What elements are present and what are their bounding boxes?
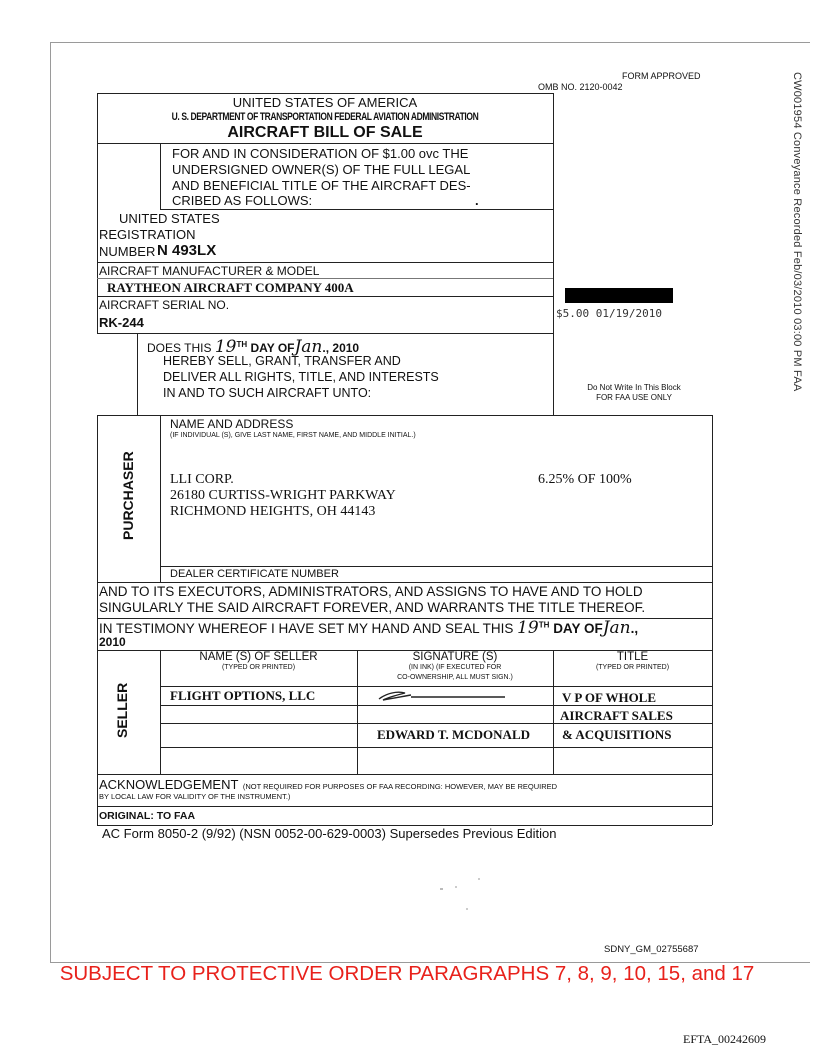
seller-row-4 (160, 747, 712, 748)
frame-mid (553, 93, 554, 415)
registration-number: N 493LX (157, 242, 217, 259)
testimony-month-handwritten: Jan (602, 618, 631, 638)
acknowledgement-note-1: (NOT REQUIRED FOR PURPOSES OF FAA RECORDING: HOWEVER, MAY BE REQUIRED (242, 782, 558, 791)
purchaser-share: 6.25% OF 100% (538, 472, 632, 487)
line-after-consideration (160, 209, 553, 210)
consideration-line-3: AND BENEFICIAL TITLE OF THE AIRCRAFT DES- (172, 178, 471, 193)
bates-number: SDNY_GM_02755687 (604, 944, 699, 955)
form-number: AC Form 8050-2 (9/92) (NSN 0052-00-629-0003) Supersedes Previous Edition (102, 826, 557, 841)
acknowledgement-label: ACKNOWLEDGEMENT (99, 777, 239, 792)
omb-number: OMB NO. 2120-0042 (538, 82, 623, 92)
does-this-day-of: DAY OF (250, 341, 295, 355)
seller-col-signature-sub-1: (IN INK) (IF EXECUTED FOR (408, 664, 502, 671)
serial-value: RK-244 (99, 315, 144, 330)
protective-order: SUBJECT TO PROTECTIVE ORDER PARAGRAPHS 7, 8, 9, 10, 15, and 17 (59, 962, 755, 985)
consideration-line-1: FOR AND IN CONSIDERATION OF $1.00 ovc THE (172, 146, 469, 161)
efta-number: EFTA_00242609 (683, 1032, 767, 1046)
testimony-year: 2010 (99, 635, 126, 649)
consideration-dot: . (475, 193, 479, 208)
indent-does (137, 333, 138, 415)
does-this-prefix: DOES THIS (147, 341, 212, 355)
scan-top-edge (50, 42, 810, 43)
signature-scribble (375, 687, 515, 703)
seller-col-name: NAME (S) OF SELLER (199, 651, 318, 663)
serial-label: AIRCRAFT SERIAL NO. (99, 298, 230, 312)
purchaser-address-1: 26180 CURTISS-WRIGHT PARKWAY (170, 488, 396, 503)
seller-title-1: V P OF WHOLE (562, 690, 657, 705)
line-after-mfr-label (97, 278, 553, 279)
line-after-title (97, 143, 553, 144)
scan-speckle-4 (466, 908, 468, 910)
does-this-day-handwritten: 19 (214, 337, 237, 357)
testimony-line (99, 618, 638, 638)
line-after-registration (97, 262, 553, 263)
seller-signer: EDWARD T. MCDONALD (377, 727, 530, 742)
does-this-th: TH (236, 340, 248, 349)
line-original-top (97, 806, 712, 807)
hold-line-1: AND TO ITS EXECUTORS, ADMINISTRATORS, AND ASSIGNS TO HAVE AND TO HOLD (99, 584, 643, 599)
seller-col-signature-sub-2: CO-OWNERSHIP, ALL MUST SIGN.) (397, 674, 513, 681)
purchaser-name-hint: (IF INDIVIDUAL (S), GIVE LAST NAME, FIRST NAME, AND MIDDLE INITIAL.) (170, 432, 416, 439)
acknowledgement-note-2: BY LOCAL LAW FOR VALIDITY OF THE INSTRUMENT.) (99, 792, 291, 801)
testimony-text: IN TESTIMONY WHEREOF I HAVE SET MY HAND AND SEAL THIS (99, 621, 514, 636)
consideration-line-2: UNDERSIGNED OWNER(S) OF THE FULL LEGAL (172, 162, 471, 177)
country-heading: UNITED STATES OF AMERICA (232, 95, 418, 110)
does-this-year: ., 2010 (322, 341, 360, 355)
testimony-suffix: ., (630, 621, 639, 636)
seller-title-3: & ACQUISITIONS (562, 727, 672, 742)
seller-col-signature: SIGNATURE (S) (412, 651, 498, 663)
purchaser-side-divider (160, 415, 161, 582)
original-to-faa: ORIGINAL: TO FAA (99, 810, 196, 822)
faa-block-line-1: Do Not Write In This Block (587, 383, 681, 392)
line-after-mfr (97, 296, 553, 297)
seller-title-2: AIRCRAFT SALES (560, 708, 673, 723)
testimony-day-handwritten: 19 (517, 618, 539, 638)
line-ack-top (97, 774, 712, 775)
form-approved: FORM APPROVED (622, 71, 701, 81)
does-this-line-4: IN AND TO SUCH AIRCRAFT UNTO: (163, 386, 372, 400)
testimony-th: TH (538, 620, 550, 630)
purchaser-name-label: NAME AND ADDRESS (170, 417, 294, 431)
registration-line-2: REGISTRATION (99, 227, 196, 242)
does-this-month-handwritten: Jan (294, 337, 323, 357)
manufacturer-value: RAYTHEON AIRCRAFT COMPANY 400A (107, 280, 354, 295)
purchaser-address-2: RICHMOND HEIGHTS, OH 44143 (170, 504, 376, 519)
scan-left-edge (50, 42, 51, 962)
scan-speckle-1 (440, 888, 443, 890)
faa-fee-stamp: $5.00 01/19/2010 (556, 307, 662, 320)
seller-side-label: SELLER (114, 682, 130, 738)
signature-stroke (379, 692, 505, 700)
does-this-line-3: DELIVER ALL RIGHTS, TITLE, AND INTERESTS (163, 370, 439, 384)
hold-line-2: SINGULARLY THE SAID AIRCRAFT FOREVER, AND WARRANTS THE TITLE THEREOF. (99, 600, 646, 615)
line-after-serial (97, 333, 553, 334)
scan-speckle-3 (478, 878, 480, 880)
registration-line-1: UNITED STATES (119, 211, 220, 226)
line-hold-top (97, 582, 712, 583)
purchaser-name: LLI CORP. (170, 472, 234, 487)
page-title: AIRCRAFT BILL OF SALE (227, 124, 423, 141)
frame-left-lower (97, 415, 98, 825)
indent-consideration (160, 143, 161, 209)
seller-col-title-sub: (TYPED OR PRINTED) (595, 664, 670, 671)
line-dealer (160, 566, 712, 567)
registration-label: NUMBER (99, 244, 156, 259)
faa-block-line-2: FOR FAA USE ONLY (596, 393, 672, 402)
consideration-line-4: CRIBED AS FOLLOWS: (172, 193, 313, 208)
department-heading: U. S. DEPARTMENT OF TRANSPORTATION FEDERAL AVIATION ADMINISTRATION (171, 109, 479, 123)
frame-right (712, 415, 713, 825)
redaction-bar (565, 288, 673, 303)
dealer-certificate-label: DEALER CERTIFICATE NUMBER (170, 568, 339, 580)
scan-speckle-2 (455, 886, 457, 888)
does-this-line-2: HEREBY SELL, GRANT, TRANSFER AND (163, 354, 401, 368)
manufacturer-label: AIRCRAFT MANUFACTURER & MODEL (99, 264, 320, 278)
seller-name: FLIGHT OPTIONS, LLC (170, 688, 316, 703)
seller-col-title: TITLE (616, 651, 649, 663)
line-before-purchaser (97, 415, 712, 416)
seller-col-name-sub: (TYPED OR PRINTED) (221, 664, 296, 671)
testimony-day-of: DAY OF (553, 621, 603, 636)
purchaser-side-label: PURCHASER (120, 451, 136, 540)
side-stamp: CW001954 Conveyance Recorded Feb/03/2010 03:00 PM FAA (791, 72, 803, 392)
line-top (97, 93, 553, 94)
